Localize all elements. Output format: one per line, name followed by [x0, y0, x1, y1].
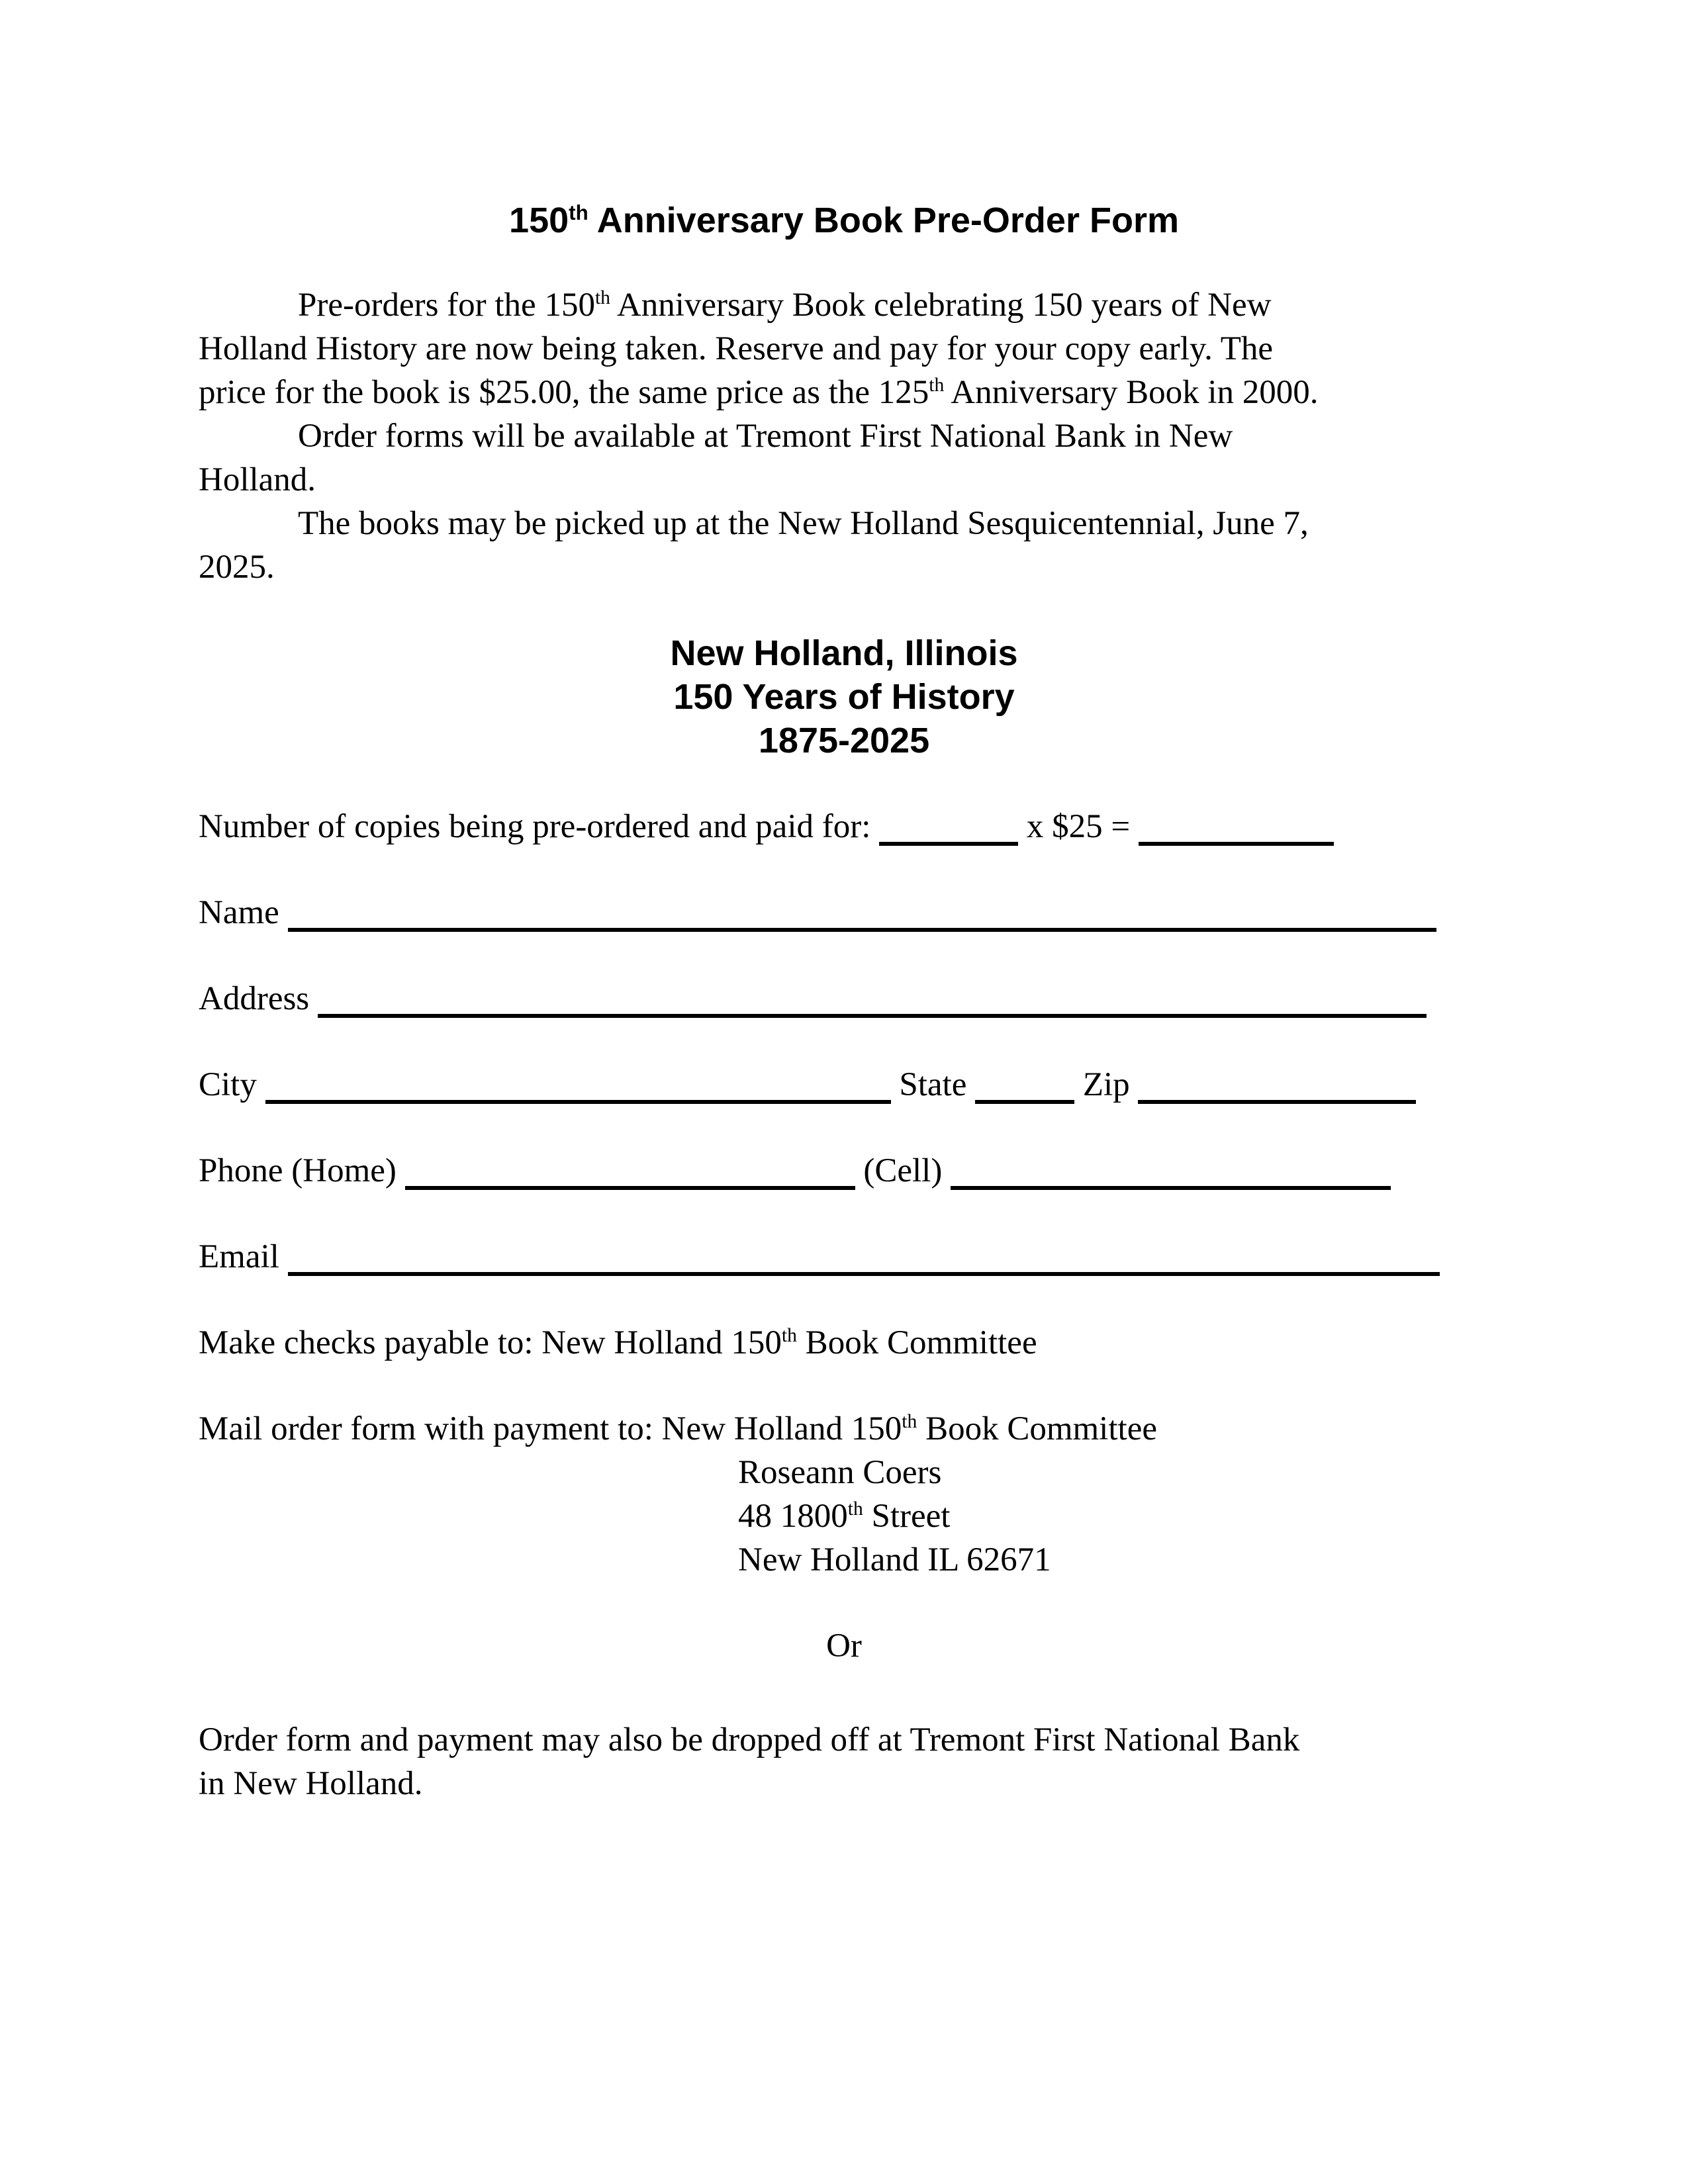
address-blank-field	[318, 987, 1427, 1018]
or-text: Or	[826, 1627, 862, 1664]
text-segment: Roseann Coers	[738, 1454, 942, 1491]
th-superscript: th	[781, 1325, 797, 1346]
paragraph-preorders	[199, 283, 1489, 414]
name-line	[199, 891, 1489, 934]
copies-line	[199, 805, 1489, 848]
heading-location: New Holland, Illinois	[670, 633, 1018, 673]
th-superscript: th	[929, 375, 945, 396]
mail-street-address	[199, 1494, 1489, 1538]
text-segment: Anniversary Book celebrating 150 years of New	[610, 287, 1272, 324]
zip-label: Zip	[1082, 1066, 1130, 1103]
phone-line	[199, 1149, 1489, 1193]
total-blank-field	[1139, 815, 1334, 846]
city-blank-field	[265, 1073, 891, 1104]
or-separator	[199, 1624, 1489, 1668]
text-segment: Order forms will be available at Tremont First National Bank in New	[298, 418, 1233, 455]
city-state-zip-line	[199, 1063, 1489, 1107]
phone-cell-label: (Cell)	[863, 1152, 943, 1189]
name-label: Name	[199, 894, 279, 931]
address-label: Address	[199, 980, 310, 1017]
text-segment: The books may be picked up at the New Holland Sesquicentennial, June 7,	[298, 505, 1309, 542]
th-superscript: th	[902, 1411, 917, 1432]
mail-city-state-zip	[199, 1538, 1489, 1582]
email-label: Email	[199, 1238, 279, 1275]
text-segment: Holland.	[199, 461, 316, 498]
text-segment: Mail order form with payment to: New Holland 150	[199, 1410, 902, 1447]
copies-blank-field	[879, 815, 1018, 846]
closing-paragraph	[199, 1718, 1489, 1805]
paragraph-pickup	[199, 502, 1489, 589]
phone-home-label: Phone (Home)	[199, 1152, 397, 1189]
text-segment: Book Committee	[917, 1410, 1157, 1447]
email-blank-field	[288, 1246, 1440, 1276]
zip-blank-field	[1138, 1073, 1416, 1104]
text-segment: in New Holland.	[199, 1765, 423, 1802]
state-label: State	[899, 1066, 967, 1103]
text-segment: 48 1800	[738, 1498, 848, 1535]
price-multiplier-label: x $25 =	[1026, 808, 1131, 845]
mail-instruction-line	[199, 1407, 1489, 1451]
text-segment: New Holland IL 62671	[738, 1541, 1051, 1578]
phone-cell-blank-field	[951, 1160, 1391, 1190]
address-line	[199, 977, 1489, 1021]
heading-subtitle: 150 Years of History	[673, 677, 1015, 717]
text-segment: Book Committee	[796, 1324, 1037, 1361]
paragraph-order-forms	[199, 414, 1489, 502]
title-text: 150	[509, 201, 569, 240]
book-heading	[199, 631, 1489, 762]
mail-block	[199, 1407, 1489, 1582]
text-segment: Make checks payable to: New Holland 150	[199, 1324, 782, 1361]
checks-payable-line	[199, 1321, 1489, 1365]
mail-recipient-name	[199, 1451, 1489, 1494]
text-segment: Order form and payment may also be dropped off at Tremont First National Bank	[199, 1721, 1300, 1758]
text-segment: 2025.	[199, 549, 275, 586]
state-blank-field	[975, 1073, 1074, 1104]
heading-years: 1875-2025	[758, 721, 930, 760]
text-segment: Pre-orders for the 150	[298, 287, 595, 324]
city-label: City	[199, 1066, 257, 1103]
text-segment: Anniversary Book in 2000.	[944, 374, 1319, 411]
intro-paragraphs	[199, 283, 1489, 589]
th-superscript: th	[594, 287, 610, 308]
title-text-rest: Anniversary Book Pre-Order Form	[588, 201, 1179, 240]
title-superscript: th	[569, 201, 588, 224]
phone-home-blank-field	[405, 1160, 855, 1190]
email-line	[199, 1235, 1489, 1279]
copies-label: Number of copies being pre-ordered and paid for:	[199, 808, 871, 845]
th-superscript: th	[847, 1498, 863, 1520]
text-segment: price for the book is $25.00, the same price as the 125	[199, 374, 929, 411]
text-segment: Holland History are now being taken. Reserve and pay for your copy early. The	[199, 330, 1273, 367]
name-blank-field	[288, 901, 1436, 932]
page-title	[199, 199, 1489, 242]
text-segment: Street	[863, 1498, 951, 1535]
